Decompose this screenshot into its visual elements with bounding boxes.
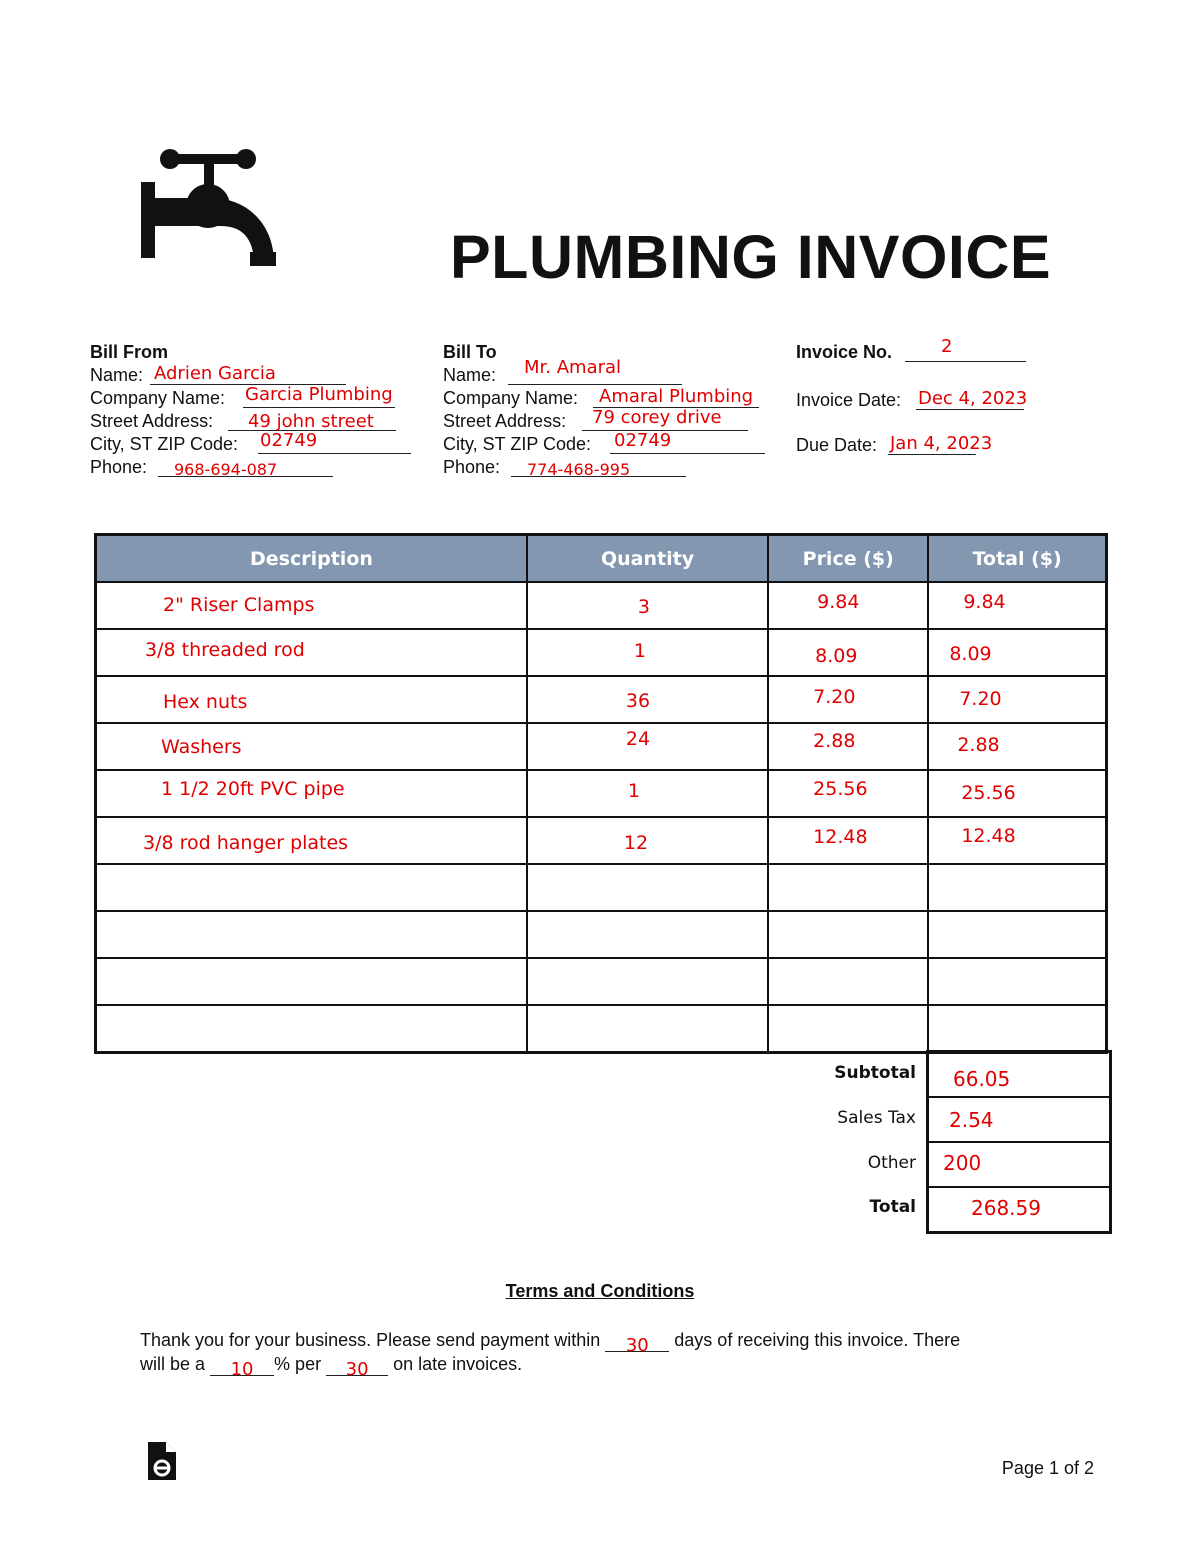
late-percent-value: 10 xyxy=(230,1359,254,1380)
bill-from-name-field[interactable] xyxy=(150,364,346,385)
quantity-cell[interactable] xyxy=(527,770,768,817)
totals-box xyxy=(926,1050,1112,1234)
description-value: 3/8 rod hanger plates xyxy=(143,832,349,854)
price-cell[interactable] xyxy=(768,723,928,770)
bill-from-city-value: 02749 xyxy=(260,430,318,451)
total-cell[interactable] xyxy=(928,676,1106,723)
terms-text-5: on late invoices. xyxy=(393,1354,523,1374)
price-value: 9.84 xyxy=(817,591,860,613)
table-row xyxy=(96,676,1107,723)
header-total: Total ($) xyxy=(928,535,1106,583)
bill-to-company-label: Company Name: xyxy=(443,388,579,408)
payment-days-field[interactable] xyxy=(605,1331,669,1356)
description-cell[interactable] xyxy=(96,958,527,1005)
quantity-cell[interactable] xyxy=(527,958,768,1005)
total-value: 268.59 xyxy=(971,1196,1041,1220)
page-title: PLUMBING INVOICE xyxy=(450,223,1052,291)
late-period-value: 30 xyxy=(345,1359,369,1380)
late-period-field[interactable] xyxy=(326,1355,388,1380)
bill-to-phone-value: 774-468-995 xyxy=(527,460,631,479)
bill-to-phone-field[interactable] xyxy=(511,456,686,477)
description-value: 1 1/2 20ft PVC pipe xyxy=(161,778,345,800)
sales-tax-label: Sales Tax xyxy=(837,1108,916,1128)
total-cell[interactable] xyxy=(928,629,1106,676)
description-value: Washers xyxy=(161,736,242,758)
bill-from-name-label: Name: xyxy=(90,365,144,385)
other-label: Other xyxy=(867,1153,916,1173)
bill-from-name-value: Adrien Garcia xyxy=(154,363,276,384)
due-date-field[interactable] xyxy=(888,433,993,455)
description-cell[interactable] xyxy=(96,676,527,723)
table-row-empty xyxy=(96,911,1107,958)
due-date-line xyxy=(796,434,1096,457)
payment-days-value: 30 xyxy=(625,1335,649,1356)
invoice-number-value: 2 xyxy=(941,336,953,357)
invoice-date-field[interactable] xyxy=(916,388,1028,410)
description-cell[interactable] xyxy=(96,911,527,958)
invoice-date-value: Dec 4, 2023 xyxy=(918,388,1028,409)
bill-to-phone-line xyxy=(443,456,773,479)
bill-to-street-field[interactable] xyxy=(582,407,748,431)
bill-from-phone-line xyxy=(90,456,420,479)
bill-to-name-field[interactable] xyxy=(508,357,682,385)
bill-to-city-label: City, ST ZIP Code: xyxy=(443,434,592,454)
table-header-row xyxy=(96,535,1107,583)
total-label: Total xyxy=(869,1197,916,1217)
price-cell[interactable] xyxy=(768,676,928,723)
price-value: 8.09 xyxy=(815,645,858,667)
terms-heading: Terms and Conditions xyxy=(505,1281,695,1301)
terms-text-3: will be a xyxy=(140,1354,206,1374)
bill-from-street-label: Street Address: xyxy=(90,411,214,431)
quantity-value: 1 xyxy=(633,640,647,662)
table-row xyxy=(96,817,1107,864)
bill-to-name-line xyxy=(443,357,773,387)
total-cell[interactable] xyxy=(928,911,1106,958)
terms-text-4: % per xyxy=(274,1354,322,1374)
invoice-number-line xyxy=(796,336,1096,364)
header-price: Price ($) xyxy=(768,535,928,583)
description-cell[interactable] xyxy=(96,817,527,864)
description-cell[interactable] xyxy=(96,770,527,817)
bill-to-street-line xyxy=(443,407,773,433)
price-value: 25.56 xyxy=(813,778,868,800)
bill-from-city-line xyxy=(90,430,420,456)
bill-to-street-value: 79 corey drive xyxy=(592,407,722,428)
terms-text-2: days of receiving this invoice. There xyxy=(674,1330,961,1350)
bill-from-company-value: Garcia Plumbing xyxy=(245,384,393,405)
price-value: 7.20 xyxy=(813,686,856,708)
price-cell[interactable] xyxy=(768,629,928,676)
bill-to-company-field[interactable] xyxy=(593,387,759,408)
price-cell[interactable] xyxy=(768,1005,928,1053)
total-value: 8.09 xyxy=(949,643,992,665)
total-value: 12.48 xyxy=(961,825,1016,847)
bill-from-street-value: 49 john street xyxy=(248,411,374,432)
bill-from-company-line xyxy=(90,384,420,410)
sales-tax-field[interactable] xyxy=(929,1098,1109,1143)
invoice-meta-section xyxy=(796,336,1096,457)
total-cell[interactable] xyxy=(928,770,1106,817)
description-cell[interactable] xyxy=(96,723,527,770)
invoice-number-label: Invoice No. xyxy=(796,342,893,362)
price-cell[interactable] xyxy=(768,817,928,864)
total-field[interactable] xyxy=(929,1188,1109,1231)
eforms-logo-icon xyxy=(148,1442,176,1480)
price-cell[interactable] xyxy=(768,911,928,958)
bill-from-phone-field[interactable] xyxy=(158,456,333,477)
table-row xyxy=(96,770,1107,817)
late-percent-field[interactable] xyxy=(210,1355,274,1380)
sales-tax-value: 2.54 xyxy=(949,1108,994,1132)
bill-to-heading: Bill To xyxy=(443,342,497,362)
total-cell[interactable] xyxy=(928,817,1106,864)
bill-to-city-line xyxy=(443,430,773,456)
quantity-cell[interactable] xyxy=(527,1005,768,1053)
quantity-cell[interactable] xyxy=(527,817,768,864)
bill-to-name-label: Name: xyxy=(443,365,497,385)
table-row-empty xyxy=(96,864,1107,911)
subtotal-label: Subtotal xyxy=(834,1063,916,1083)
price-cell[interactable] xyxy=(768,770,928,817)
bill-to-section xyxy=(443,341,773,479)
total-value: 9.84 xyxy=(963,591,1006,613)
faucet-icon xyxy=(140,148,280,270)
table-row-empty xyxy=(96,958,1107,1005)
bill-to-company-value: Amaral Plumbing xyxy=(599,386,754,407)
quantity-cell[interactable] xyxy=(527,911,768,958)
description-value: 2" Riser Clamps xyxy=(163,594,315,616)
table-row xyxy=(96,723,1107,770)
description-value: 3/8 threaded rod xyxy=(145,639,305,661)
bill-to-phone-label: Phone: xyxy=(443,457,501,477)
bill-from-city-label: City, ST ZIP Code: xyxy=(90,434,239,454)
invoice-date-line xyxy=(796,389,1096,412)
quantity-cell[interactable] xyxy=(527,723,768,770)
line-items-table xyxy=(94,533,1108,1054)
price-cell[interactable] xyxy=(768,864,928,911)
bill-from-heading: Bill From xyxy=(90,342,169,362)
invoice-date-label: Invoice Date: xyxy=(796,390,902,410)
price-value: 12.48 xyxy=(813,826,868,848)
quantity-value: 24 xyxy=(625,728,651,750)
total-value: 25.56 xyxy=(961,782,1016,804)
table-row-empty xyxy=(96,1005,1107,1053)
bill-from-street-field[interactable] xyxy=(228,410,396,431)
bill-to-city-field[interactable] xyxy=(610,430,765,454)
description-cell[interactable] xyxy=(96,1005,527,1053)
price-value: 2.88 xyxy=(813,730,856,752)
bill-to-name-value: Mr. Amaral xyxy=(524,357,622,378)
description-cell[interactable] xyxy=(96,864,527,911)
bill-from-phone-value: 968-694-087 xyxy=(174,460,278,479)
table-row xyxy=(96,629,1107,676)
invoice-number-field[interactable] xyxy=(905,336,1026,362)
quantity-value: 12 xyxy=(623,832,649,854)
other-value: 200 xyxy=(943,1151,982,1175)
quantity-value: 3 xyxy=(637,596,651,618)
bill-from-company-field[interactable] xyxy=(243,384,395,408)
other-field[interactable] xyxy=(929,1143,1109,1188)
quantity-cell[interactable] xyxy=(527,676,768,723)
quantity-value: 36 xyxy=(625,690,651,712)
due-date-value: Jan 4, 2023 xyxy=(890,433,993,454)
price-cell[interactable] xyxy=(768,958,928,1005)
description-cell[interactable] xyxy=(96,629,527,676)
table-row xyxy=(96,582,1107,629)
price-cell[interactable] xyxy=(768,582,928,629)
due-date-label: Due Date: xyxy=(796,435,878,455)
total-cell[interactable] xyxy=(928,582,1106,629)
total-cell[interactable] xyxy=(928,864,1106,911)
total-cell[interactable] xyxy=(928,723,1106,770)
description-cell[interactable] xyxy=(96,582,527,629)
terms-text xyxy=(140,1328,1060,1380)
total-value: 2.88 xyxy=(957,734,1000,756)
bill-to-city-value: 02749 xyxy=(614,430,672,451)
quantity-value: 1 xyxy=(627,780,641,802)
header-quantity: Quantity xyxy=(527,535,768,583)
total-cell[interactable] xyxy=(928,958,1106,1005)
bill-from-phone-label: Phone: xyxy=(90,457,148,477)
bill-to-street-label: Street Address: xyxy=(443,411,567,431)
quantity-cell[interactable] xyxy=(527,864,768,911)
bill-from-street-line xyxy=(90,410,420,433)
quantity-cell[interactable] xyxy=(527,629,768,676)
quantity-cell[interactable] xyxy=(527,582,768,629)
header-description: Description xyxy=(96,535,527,583)
description-value: Hex nuts xyxy=(163,691,248,713)
bill-from-company-label: Company Name: xyxy=(90,388,226,408)
subtotal-field[interactable] xyxy=(929,1053,1109,1098)
terms-text-1: Thank you for your business. Please send payment within xyxy=(140,1330,601,1350)
bill-from-section xyxy=(90,341,420,479)
total-cell[interactable] xyxy=(928,1005,1106,1053)
bill-from-city-field[interactable] xyxy=(258,430,411,454)
subtotal-value: 66.05 xyxy=(953,1067,1011,1091)
page-number: Page 1 of 2 xyxy=(1001,1458,1094,1478)
total-value: 7.20 xyxy=(959,688,1002,710)
